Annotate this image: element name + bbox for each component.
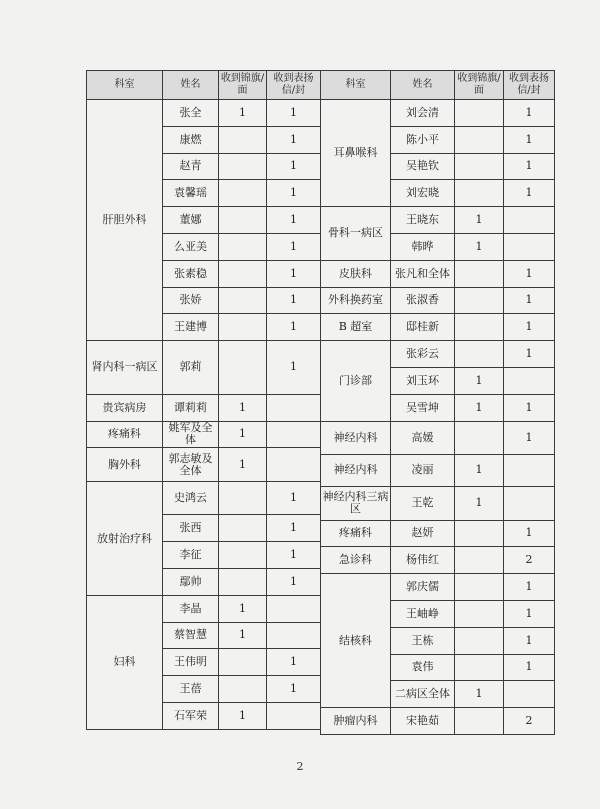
banner-cell — [219, 126, 267, 153]
letter-cell: 1 — [267, 287, 321, 314]
name-cell: 王建博 — [163, 314, 219, 341]
header-name: 姓名 — [391, 71, 455, 100]
banner-cell — [455, 314, 504, 341]
table-row — [321, 287, 555, 314]
dept-cell: 神经内科三病区 — [321, 486, 391, 520]
letter-cell: 1 — [504, 287, 555, 314]
letter-cell — [267, 448, 321, 482]
banner-cell — [455, 153, 504, 180]
name-cell: 王蓓 — [163, 676, 219, 703]
banner-cell — [455, 547, 504, 574]
banner-cell — [455, 341, 504, 368]
banner-cell — [455, 260, 504, 287]
banner-cell — [219, 676, 267, 703]
letter-cell: 1 — [504, 153, 555, 180]
banner-cell: 1 — [455, 486, 504, 520]
banner-cell: 1 — [455, 681, 504, 708]
table-header-row — [321, 71, 555, 100]
banner-cell — [219, 233, 267, 260]
name-cell: 二病区全体 — [391, 681, 455, 708]
banner-cell — [219, 482, 267, 515]
name-cell: 刘宏晓 — [391, 180, 455, 207]
letter-cell: 1 — [504, 260, 555, 287]
banner-cell: 1 — [455, 454, 504, 486]
letter-cell: 1 — [504, 341, 555, 368]
letter-cell — [504, 207, 555, 234]
table-row — [321, 708, 555, 735]
letter-cell — [504, 454, 555, 486]
letter-cell: 1 — [504, 627, 555, 654]
name-cell: 凌丽 — [391, 454, 455, 486]
letter-cell: 1 — [504, 314, 555, 341]
letter-cell: 1 — [504, 600, 555, 627]
name-cell: 石军荣 — [163, 702, 219, 729]
name-cell: 陈小平 — [391, 126, 455, 153]
name-cell: 张全 — [163, 100, 219, 127]
letter-cell: 1 — [267, 153, 321, 180]
banner-cell — [455, 287, 504, 314]
table-row — [321, 260, 555, 287]
name-cell: 高媛 — [391, 421, 455, 454]
name-cell: 杨伟红 — [391, 547, 455, 574]
name-cell: 赵妍 — [391, 520, 455, 547]
dept-cell: 疼痛科 — [321, 520, 391, 547]
letter-cell — [267, 595, 321, 622]
letter-cell: 1 — [267, 568, 321, 595]
name-cell: 袁馨瑶 — [163, 180, 219, 207]
header-letter: 收到表扬信/封 — [267, 71, 321, 100]
dept-cell: 贵宾病房 — [87, 394, 163, 421]
letter-cell — [267, 622, 321, 649]
letter-cell — [504, 233, 555, 260]
name-cell: 张素稳 — [163, 260, 219, 287]
letter-cell — [504, 367, 555, 394]
dept-cell: 骨科一病区 — [321, 207, 391, 261]
banner-cell — [455, 421, 504, 454]
dept-cell: 肝胆外科 — [87, 100, 163, 341]
dept-cell: 皮肤科 — [321, 260, 391, 287]
name-cell: 韩晔 — [391, 233, 455, 260]
header-dept: 科室 — [87, 71, 163, 100]
name-cell: 宋艳茹 — [391, 708, 455, 735]
commendation-table-left — [86, 70, 321, 730]
letter-cell: 1 — [504, 100, 555, 127]
header-banner: 收到锦旗/面 — [455, 71, 504, 100]
dept-cell: 门诊部 — [321, 341, 391, 421]
banner-cell: 1 — [455, 207, 504, 234]
banner-cell — [219, 649, 267, 676]
name-cell: 吴艳钦 — [391, 153, 455, 180]
letter-cell: 1 — [267, 233, 321, 260]
banner-cell — [219, 314, 267, 341]
dept-cell: 神经内科 — [321, 454, 391, 486]
dept-cell: 肾内科一病区 — [87, 341, 163, 395]
banner-cell — [455, 180, 504, 207]
banner-cell — [219, 180, 267, 207]
banner-cell — [455, 600, 504, 627]
table-row — [321, 314, 555, 341]
banner-cell — [219, 341, 267, 395]
name-cell: 么亚美 — [163, 233, 219, 260]
banner-cell — [455, 520, 504, 547]
letter-cell: 1 — [267, 207, 321, 234]
dept-cell: 肿瘤内科 — [321, 708, 391, 735]
banner-cell: 1 — [219, 394, 267, 421]
letter-cell — [267, 702, 321, 729]
letter-cell: 1 — [267, 314, 321, 341]
banner-cell — [219, 515, 267, 542]
letter-cell: 1 — [504, 394, 555, 421]
letter-cell: 1 — [504, 421, 555, 454]
table-row — [321, 454, 555, 486]
table-row — [87, 100, 321, 127]
dept-cell: 妇科 — [87, 595, 163, 729]
dept-cell: 耳鼻喉科 — [321, 100, 391, 207]
banner-cell: 1 — [219, 622, 267, 649]
dept-cell: B 超室 — [321, 314, 391, 341]
name-cell: 王伟明 — [163, 649, 219, 676]
table-row — [87, 341, 321, 395]
letter-cell: 1 — [504, 126, 555, 153]
name-cell: 张娇 — [163, 287, 219, 314]
name-cell: 张西 — [163, 515, 219, 542]
header-dept: 科室 — [321, 71, 391, 100]
dept-cell: 外科换药室 — [321, 287, 391, 314]
name-cell: 李晶 — [163, 595, 219, 622]
banner-cell — [219, 287, 267, 314]
letter-cell — [267, 394, 321, 421]
banner-cell — [455, 100, 504, 127]
name-cell: 董娜 — [163, 207, 219, 234]
table-row — [87, 448, 321, 482]
letter-cell: 1 — [267, 260, 321, 287]
banner-cell: 1 — [219, 421, 267, 448]
letter-cell — [504, 486, 555, 520]
dept-cell: 急诊科 — [321, 547, 391, 574]
banner-cell — [219, 568, 267, 595]
letter-cell: 1 — [504, 654, 555, 681]
header-name: 姓名 — [163, 71, 219, 100]
letter-cell: 1 — [504, 574, 555, 601]
dept-cell: 疼痛科 — [87, 421, 163, 448]
letter-cell: 1 — [267, 341, 321, 395]
header-banner: 收到锦旗/面 — [219, 71, 267, 100]
letter-cell: 1 — [267, 542, 321, 569]
table-row — [87, 421, 321, 448]
banner-cell: 1 — [219, 100, 267, 127]
table-row — [87, 595, 321, 622]
table-row — [321, 520, 555, 547]
banner-cell — [455, 654, 504, 681]
name-cell: 康燃 — [163, 126, 219, 153]
letter-cell: 1 — [267, 649, 321, 676]
letter-cell: 1 — [504, 180, 555, 207]
name-cell: 袁伟 — [391, 654, 455, 681]
dept-cell: 放射治疗科 — [87, 482, 163, 595]
table-row — [87, 394, 321, 421]
table-header-row — [87, 71, 321, 100]
banner-cell: 1 — [455, 233, 504, 260]
page-number: 2 — [296, 760, 304, 773]
letter-cell — [504, 681, 555, 708]
banner-cell: 1 — [219, 595, 267, 622]
table-row — [321, 100, 555, 127]
banner-cell — [455, 627, 504, 654]
name-cell: 姚军及全体 — [163, 421, 219, 448]
name-cell: 张凡和全体 — [391, 260, 455, 287]
dept-cell: 胸外科 — [87, 448, 163, 482]
name-cell: 吴雪坤 — [391, 394, 455, 421]
banner-cell — [219, 153, 267, 180]
name-cell: 郭庆儒 — [391, 574, 455, 601]
letter-cell: 1 — [267, 515, 321, 542]
name-cell: 蔡智慧 — [163, 622, 219, 649]
table-row — [321, 421, 555, 454]
letter-cell: 1 — [267, 180, 321, 207]
letter-cell: 1 — [267, 482, 321, 515]
name-cell: 郭莉 — [163, 341, 219, 395]
name-cell: 刘会清 — [391, 100, 455, 127]
name-cell: 邸桂新 — [391, 314, 455, 341]
letter-cell: 1 — [267, 676, 321, 703]
letter-cell: 1 — [267, 100, 321, 127]
banner-cell — [455, 126, 504, 153]
banner-cell — [455, 708, 504, 735]
table-row — [321, 341, 555, 368]
letter-cell: 2 — [504, 708, 555, 735]
table-row — [87, 482, 321, 515]
name-cell: 郭志敏及全体 — [163, 448, 219, 482]
banner-cell — [219, 542, 267, 569]
table-row — [321, 486, 555, 520]
name-cell: 李征 — [163, 542, 219, 569]
name-cell: 张彩云 — [391, 341, 455, 368]
name-cell: 史鸿云 — [163, 482, 219, 515]
commendation-table-right — [320, 70, 555, 735]
banner-cell: 1 — [219, 702, 267, 729]
letter-cell: 2 — [504, 547, 555, 574]
letter-cell: 1 — [504, 520, 555, 547]
name-cell: 王栋 — [391, 627, 455, 654]
name-cell: 谭莉莉 — [163, 394, 219, 421]
letter-cell — [267, 421, 321, 448]
commendation-table — [86, 70, 554, 735]
name-cell: 赵青 — [163, 153, 219, 180]
table-row — [321, 207, 555, 234]
name-cell: 鄢帅 — [163, 568, 219, 595]
banner-cell: 1 — [219, 448, 267, 482]
name-cell: 王岫峥 — [391, 600, 455, 627]
banner-cell — [219, 207, 267, 234]
table-row — [321, 574, 555, 601]
dept-cell: 神经内科 — [321, 421, 391, 454]
name-cell: 刘玉环 — [391, 367, 455, 394]
name-cell: 张淑香 — [391, 287, 455, 314]
header-letter: 收到表扬信/封 — [504, 71, 555, 100]
banner-cell: 1 — [455, 394, 504, 421]
table-row — [321, 547, 555, 574]
name-cell: 王乾 — [391, 486, 455, 520]
letter-cell: 1 — [267, 126, 321, 153]
dept-cell: 结核科 — [321, 574, 391, 708]
banner-cell: 1 — [455, 367, 504, 394]
name-cell: 王晓东 — [391, 207, 455, 234]
banner-cell — [219, 260, 267, 287]
banner-cell — [455, 574, 504, 601]
